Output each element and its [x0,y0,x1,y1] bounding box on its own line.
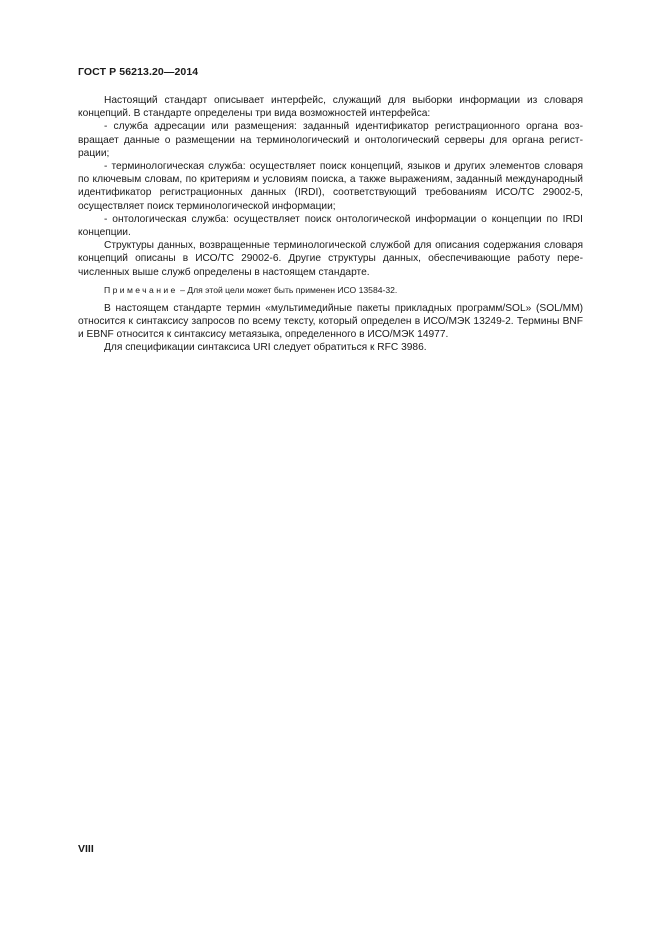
intro-paragraph: Настоящий стандарт описывает интерфейс, служащий для выборки информации из словаря концепций. В стандарте определены три вида возможностей интерфейса: [78,95,583,120]
body-text [78,94,583,355]
term-paragraph: В настоящем стандарте термин «мультимедийные пакеты прикладных программ/SOL» (SOL/MM) относится к синтаксису запросов по всему тексту, который определен в ИСО/МЭК 13249-2. Термины BNF и EBNF относится к синтаксису метаязыка, определенного в ИСО/МЭК 14977. [78,302,583,341]
list-item-terminology: - терминологическая служба: осуществляет поиск концепций, языков и других элементов словаря по ключевым словам, по критериям и условиям поиска, а также выражениям, заданный международный идентификатор регистрационных данных (IRDI), соответствующий требованиям ИСО/ТС 29002-5, осуществляет поиск терминологической информации; [78,161,583,212]
list-item-addressing: - служба адресации или размещения: заданный идентификатор регистрационного органа возвращает данные о размещении на терминологический и онтологический серверы для органа регистрации; [78,121,583,159]
note-text: – Для этой цели может быть применен ИСО 13584-32. [177,284,398,295]
page-number: VIII [78,843,94,855]
structures-paragraph: Структуры данных, возвращенные терминологической службой для описания содержания словаря концепций описаны в ИСО/ТС 29002-6. Другие структуры данных, обеспечивающие работу перечисленных выше служб определены в настоящем стандарте. [78,240,583,278]
list-item-ontology: - онтологическая служба: осуществляет поиск онтологической информации о концепции по IRDI концепции. [78,213,583,239]
document-code-header: ГОСТ Р 56213.20—2014 [78,66,199,78]
note-paragraph [78,284,583,296]
note-label: Примечание [104,284,178,295]
uri-paragraph: Для спецификации синтаксиса URI следует обратиться к RFC 3986. [104,342,427,354]
